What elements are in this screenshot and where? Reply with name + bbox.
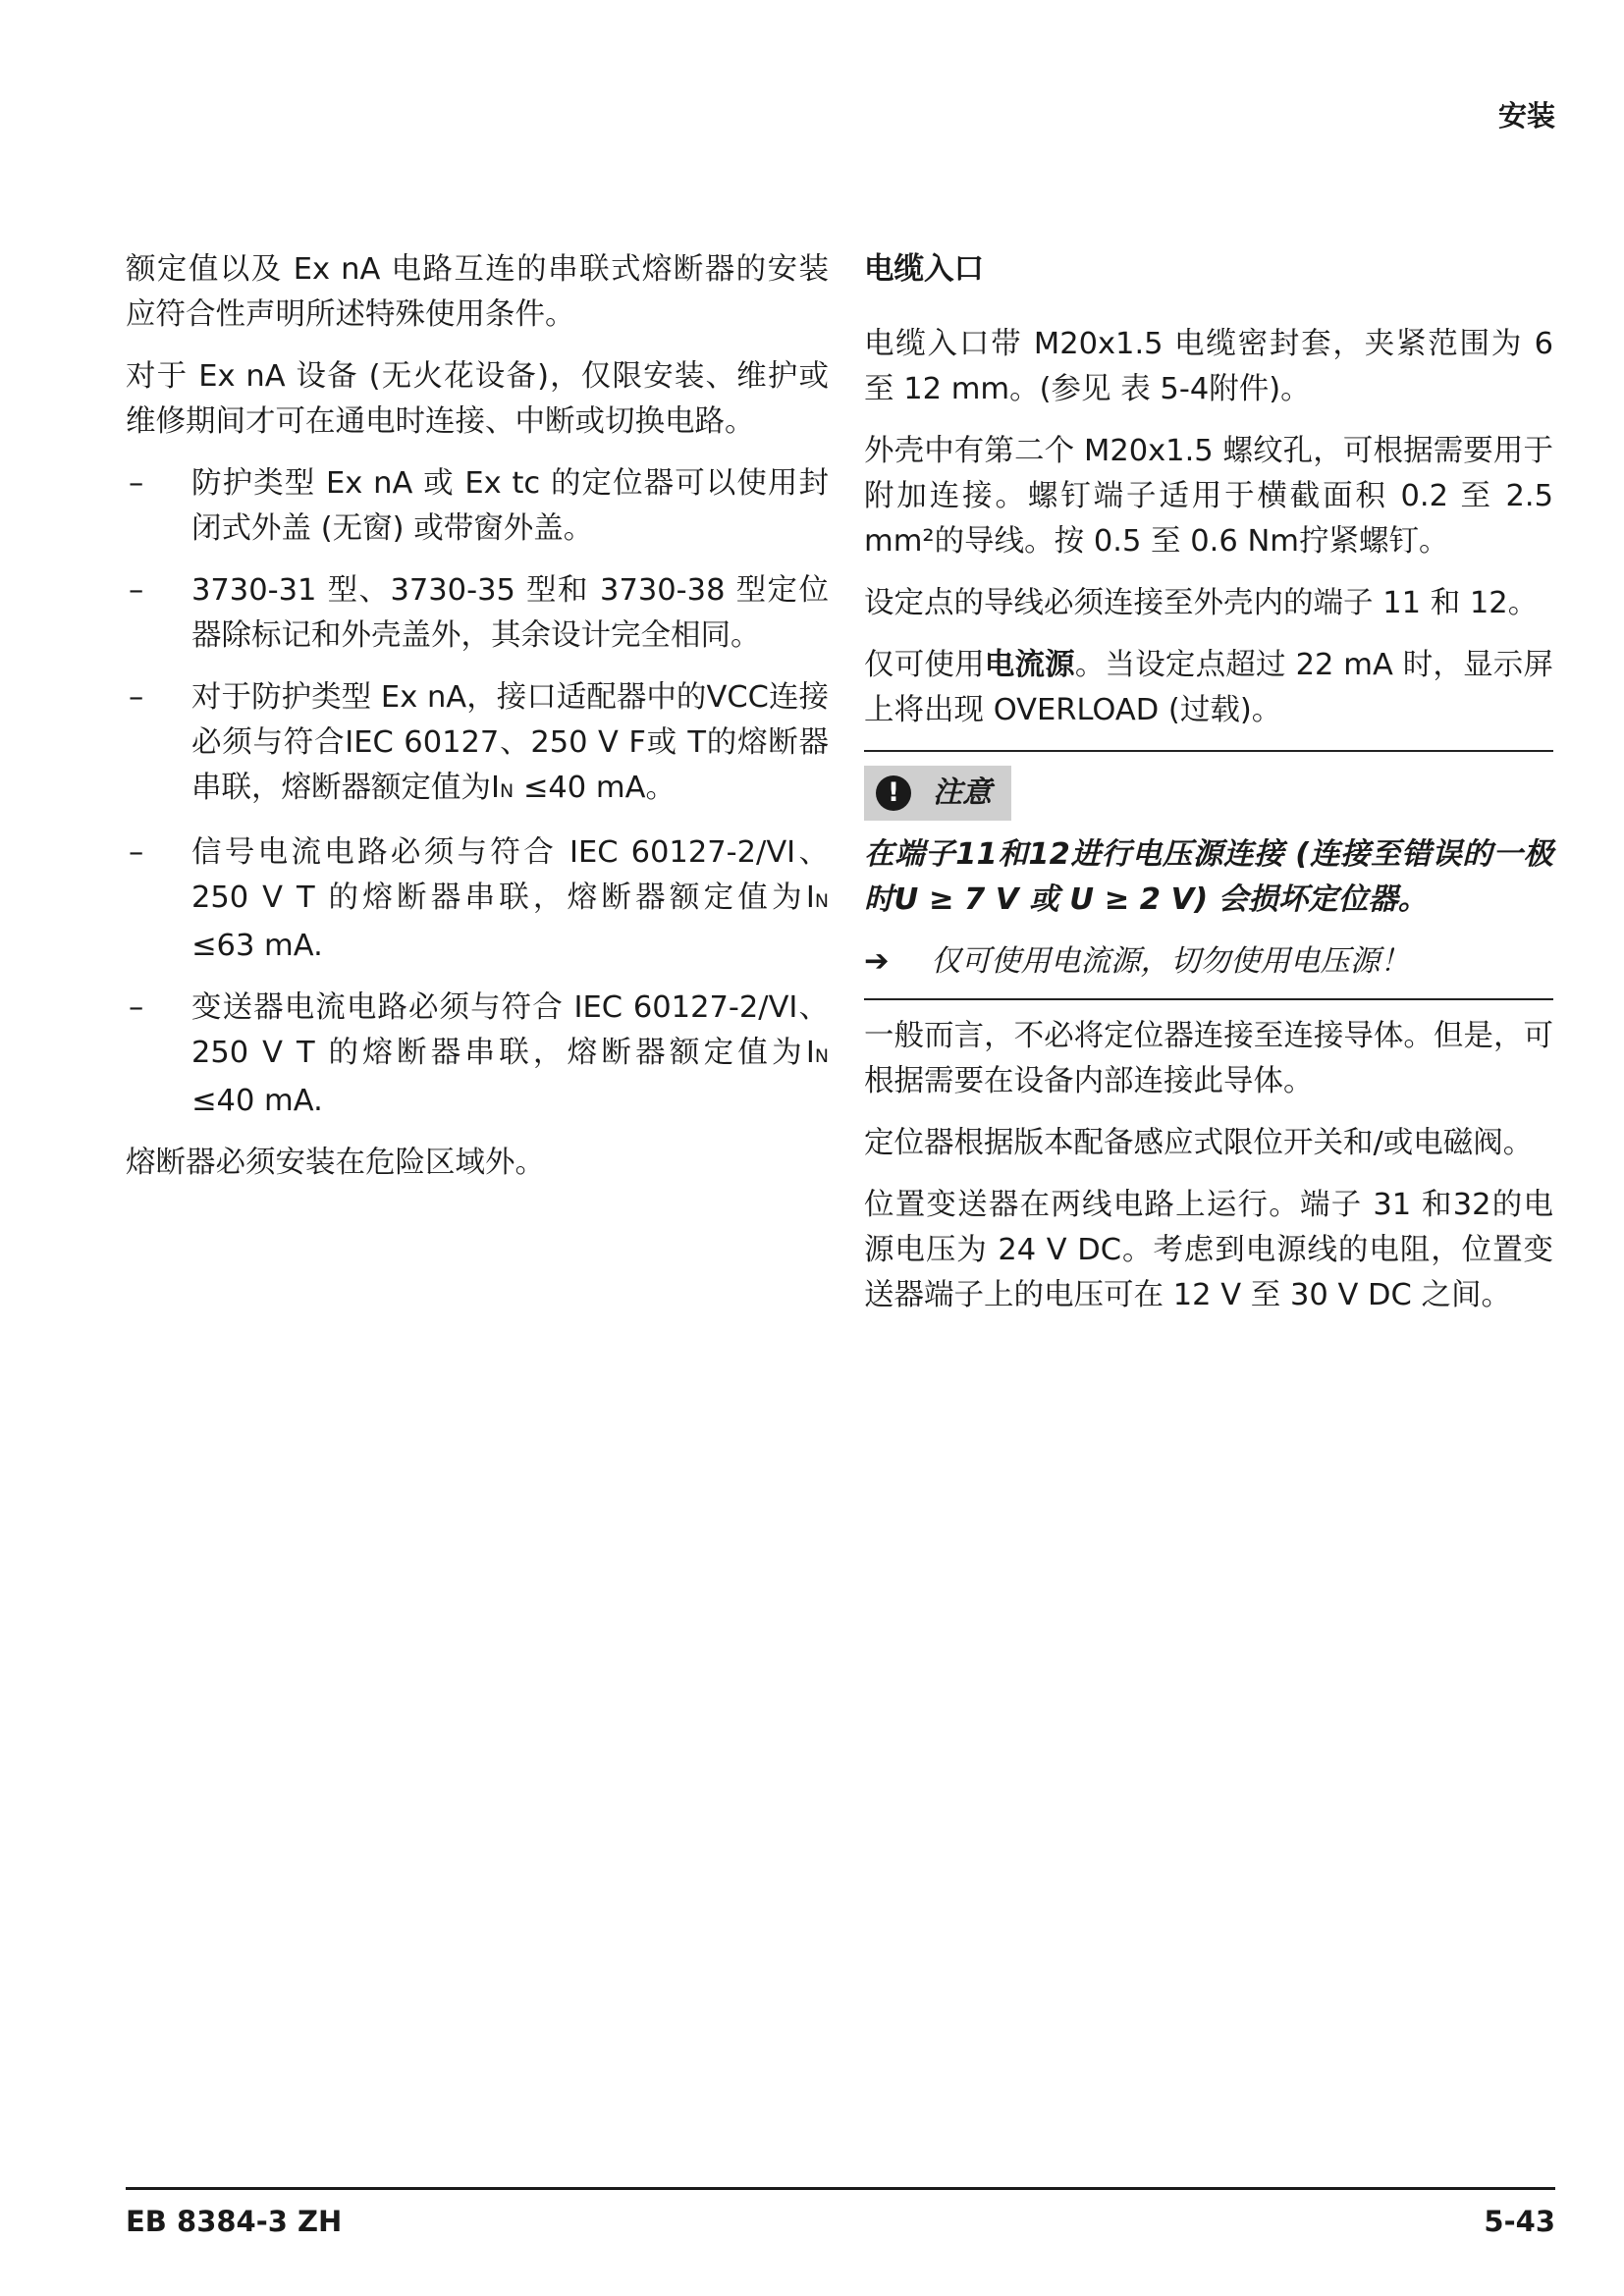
warning-text: 在端子11和12进行电压源连接 (连接至错误的一极时U ≥ 7 V 或 U ≥ 2 V) 会损坏定位器。 [864, 837, 1553, 917]
paragraph: 外壳中有第二个 M20x1.5 螺纹孔，可根据需要用于附加连接。螺钉端子适用于横截面积 0.2 至 2.5 mm²的导线。按 0.5 至 0.6 Nm拧紧螺钉。 [864, 434, 1553, 559]
instruction-text: 仅可使用电流源，切勿使用电压源！ [931, 944, 1410, 979]
list-item-text: 防护类型 Ex nA 或 Ex tc 的定位器可以使用封闭式外盖 (无窗) 或带窗外盖。 [191, 466, 829, 546]
subscript: N [814, 1045, 829, 1067]
notice-box [864, 750, 1553, 1000]
dash-bullet: – [129, 680, 144, 715]
list-item-text: 变送器电流电路必须与符合 IEC 60127-2/VI、250 V T 的熔断器串联，熔断器额定值为I [191, 990, 829, 1070]
paragraph: 额定值以及 Ex nA 电路互连的串联式熔断器的安装应符合性声明所述特殊使用条件。 [126, 252, 829, 332]
arrow-right-icon: ➔ [864, 944, 890, 979]
paragraph: 对于 Ex nA 设备 (无火花设备)，仅限安装、维护或维修期间才可在通电时连接、中断或切换电路。 [126, 359, 829, 439]
requirements-list [126, 461, 829, 1124]
dash-bullet: – [129, 573, 144, 608]
footer-divider [126, 2187, 1555, 2190]
list-item [126, 675, 829, 814]
paragraph: 熔断器必须安装在危险区域外。 [126, 1146, 545, 1180]
subscript: N [500, 780, 514, 802]
section-title: 安装 [1497, 99, 1555, 133]
divider [864, 998, 1553, 1000]
list-item-text: ≤63 mA. [191, 929, 323, 963]
dash-bullet: – [129, 466, 144, 501]
left-column [126, 247, 829, 1202]
instruction [864, 939, 1553, 985]
notice-tag [864, 766, 1011, 821]
paragraph-text: 。当设定点超过 22 mA 时，显示屏上将出现 OVERLOAD (过载)。 [864, 648, 1553, 727]
paragraph: 位置变送器在两线电路上运行。端子 31 和32的电源电压为 24 V DC。考虑到电源线的电阻，位置变送器端子上的电压可在 12 V 至 30 V DC 之间。 [864, 1188, 1553, 1312]
paragraph: 电缆入口带 M20x1.5 电缆密封套，夹紧范围为 6 至 12 mm。(参见 表 5-4附件)。 [864, 327, 1553, 406]
exclamation-icon: ! [876, 775, 911, 811]
list-item [126, 830, 829, 969]
dash-bullet: – [129, 990, 144, 1025]
divider [864, 750, 1553, 752]
list-item-text: ≤40 mA. [191, 1084, 323, 1118]
right-column [864, 247, 1553, 1335]
list-item-text: ≤40 mA。 [514, 771, 676, 805]
notice-label: 注意 [933, 775, 992, 810]
dash-bullet: – [129, 835, 144, 870]
list-item [126, 986, 829, 1124]
list-item-text: 信号电流电路必须与符合 IEC 60127-2/VI、250 V T 的熔断器串联，熔断器额定值为I [191, 835, 829, 915]
document-id: EB 8384-3 ZH [126, 2205, 343, 2238]
paragraph [864, 643, 1553, 733]
paragraph: 一般而言，不必将定位器连接至连接导体。但是，可根据需要在设备内部连接此导体。 [864, 1019, 1553, 1098]
list-item [126, 461, 829, 552]
emphasis-text: 电流源 [984, 648, 1075, 682]
page-number: 5-43 [1484, 2205, 1555, 2238]
list-item [126, 568, 829, 659]
list-item-text: 对于防护类型 Ex nA，接口适配器中的VCC连接必须与符合IEC 60127、250 V F或 T的熔断器串联，熔断器额定值为I [191, 680, 829, 805]
subscript: N [814, 890, 829, 912]
list-item-text: 3730-31 型、3730-35 型和 3730-38 型定位器除标记和外壳盖外，其余设计完全相同。 [191, 573, 829, 653]
paragraph: 定位器根据版本配备感应式限位开关和/或电磁阀。 [864, 1126, 1534, 1160]
section-heading: 电缆入口 [864, 252, 984, 287]
paragraph: 设定点的导线必须连接至外壳内的端子 11 和 12。 [864, 586, 1539, 620]
paragraph-text: 仅可使用 [864, 648, 985, 682]
